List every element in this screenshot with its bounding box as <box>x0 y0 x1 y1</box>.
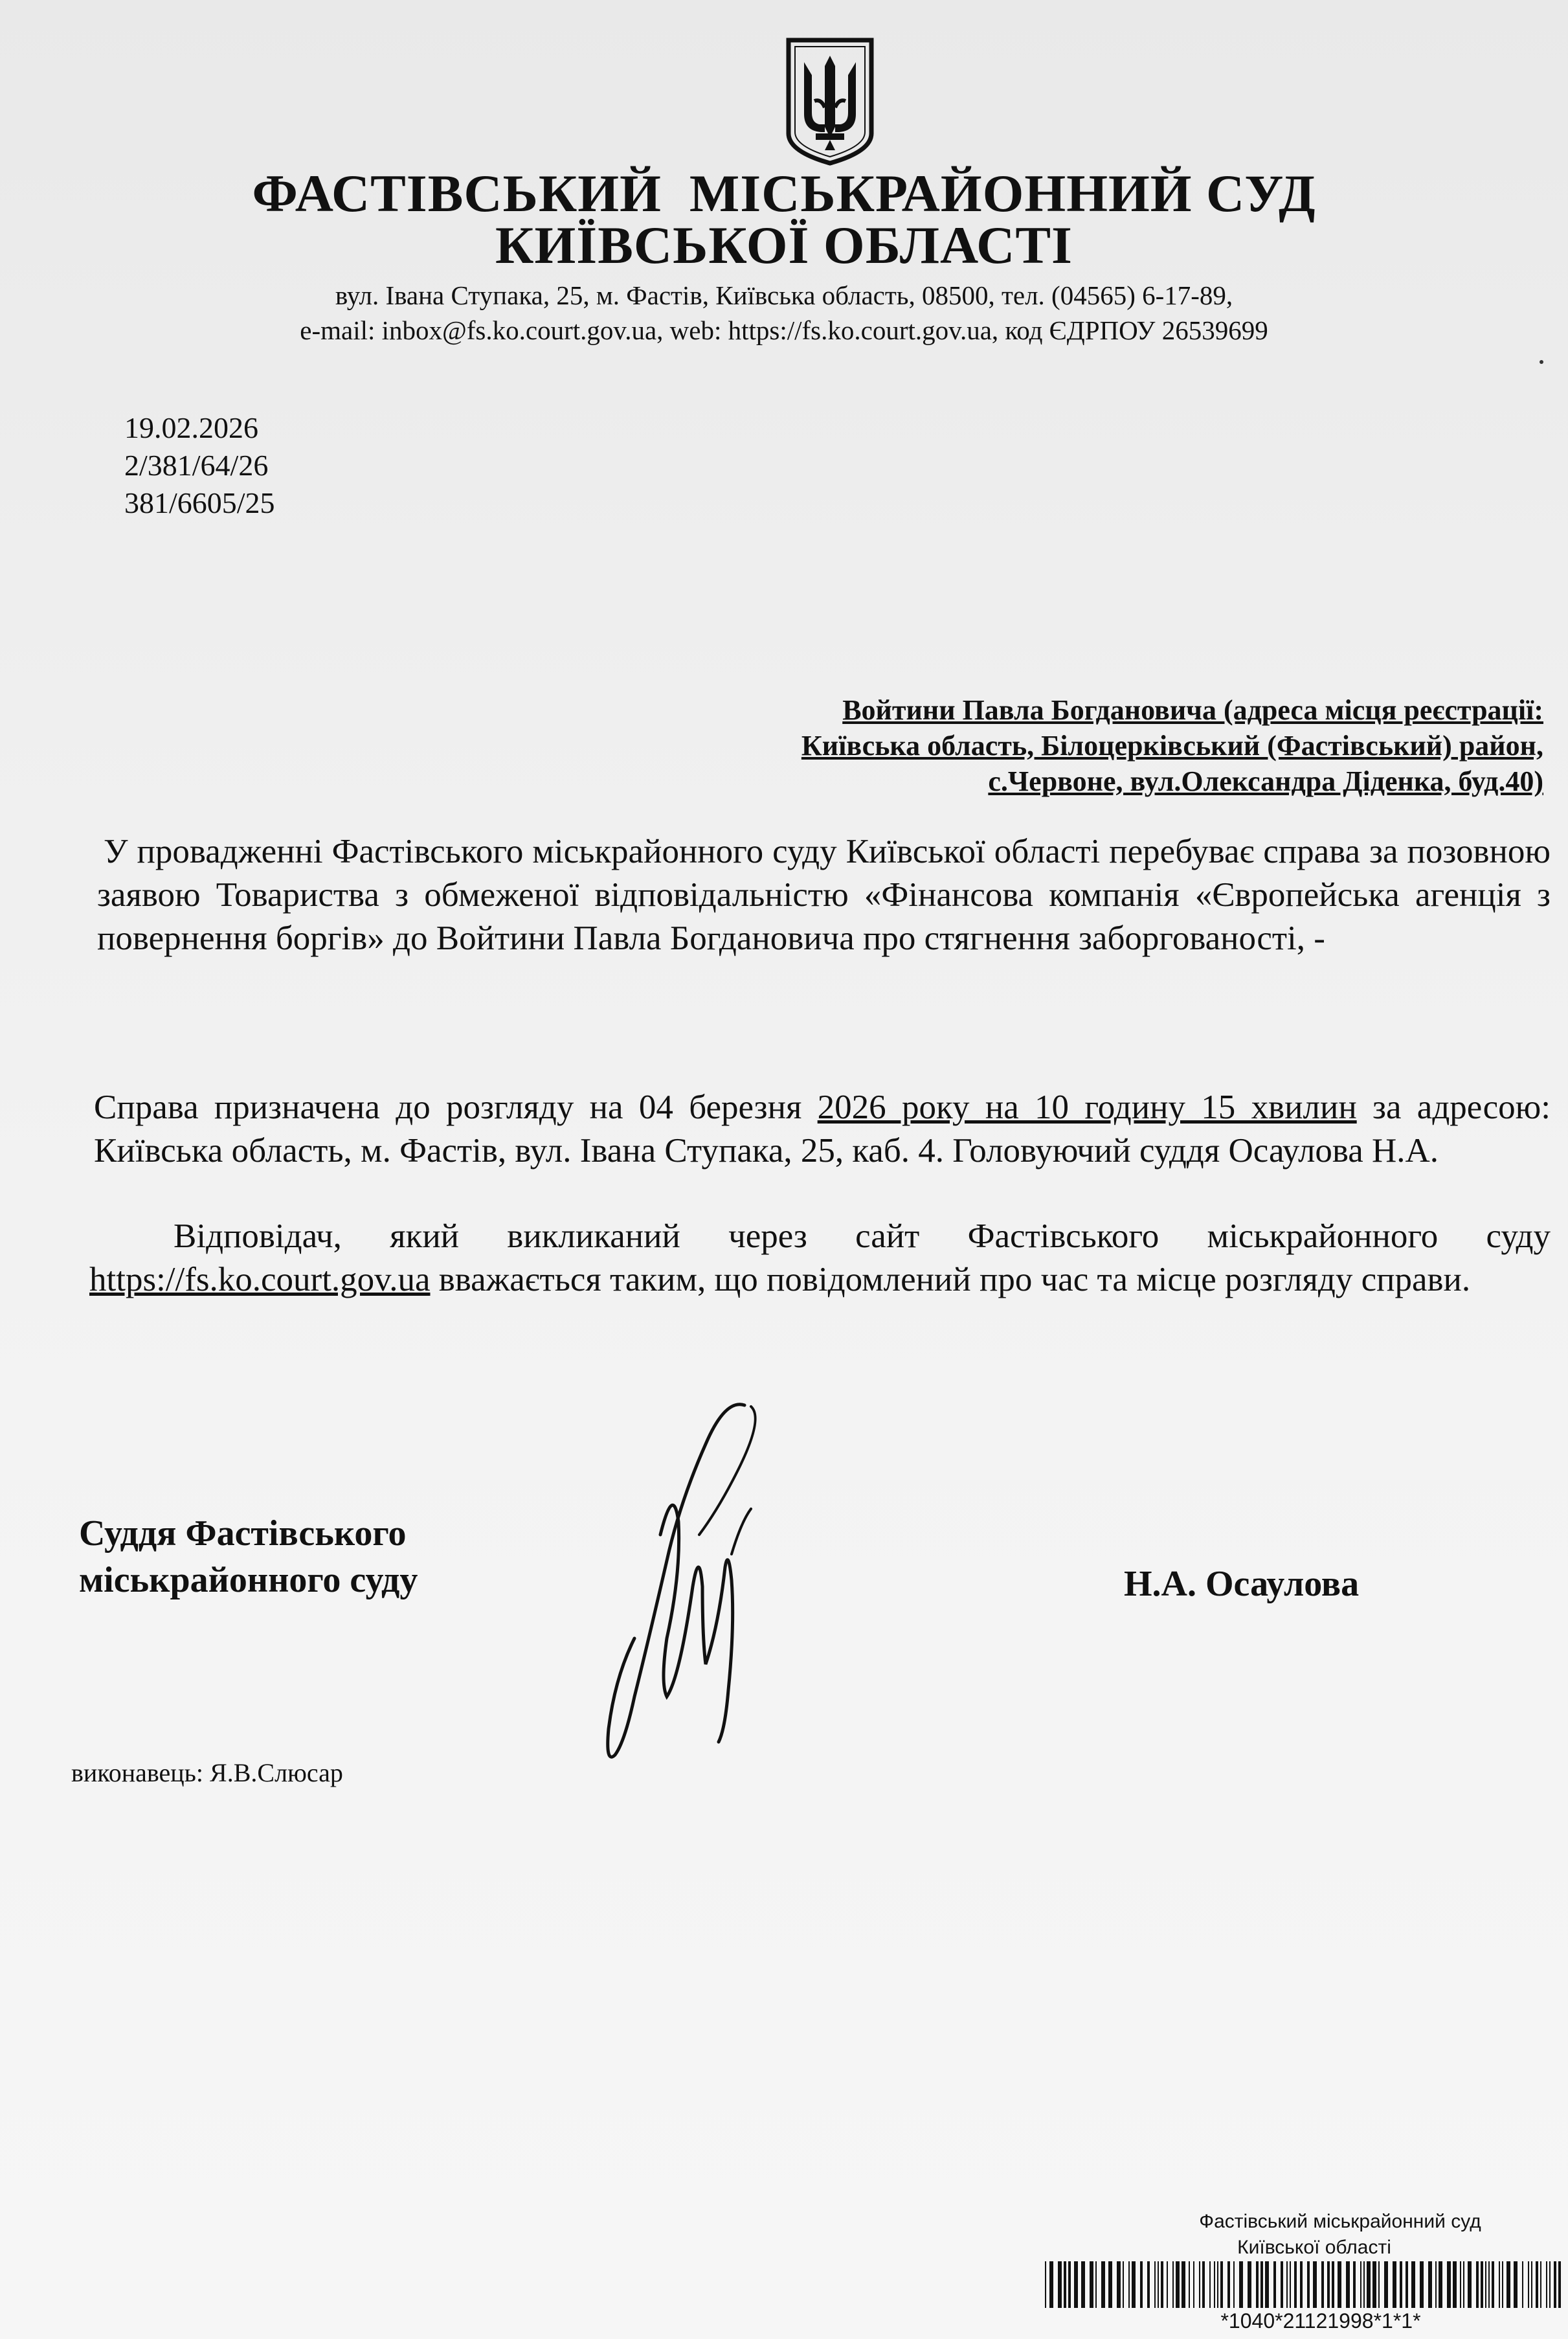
barcode-bar <box>1214 2261 1215 2308</box>
barcode-bar <box>1502 2261 1503 2308</box>
barcode-bar <box>1463 2261 1464 2308</box>
barcode-bar <box>1476 2261 1479 2308</box>
barcode-bar <box>1411 2261 1415 2308</box>
barcode-bar <box>1256 2261 1259 2308</box>
barcode-text: *1040*21121998*1*1* <box>1220 2309 1421 2333</box>
barcode-bar <box>1528 2261 1529 2308</box>
barcode-bar <box>1378 2261 1380 2308</box>
judge-title-line1: Суддя Фастівського <box>79 1513 407 1554</box>
hearing-intro: Справа призначена до розгляду на 04 березня <box>94 1089 818 1126</box>
barcode-bar <box>1439 2261 1442 2308</box>
barcode-bar <box>1531 2261 1532 2308</box>
barcode-bar <box>1321 2261 1324 2308</box>
addressee-line3: с.Червоне, вул.Олександра Діденка, буд.40) <box>988 765 1543 797</box>
barcode-bar <box>1158 2261 1159 2308</box>
barcode-bar <box>1420 2261 1424 2308</box>
barcode-bar <box>1058 2261 1062 2308</box>
court-title-line1: ФАСТІВСЬКИЙ МІСЬКРАЙОННИЙ СУД <box>252 164 1316 223</box>
court-website-link[interactable]: https://fs.ko.court.gov.ua <box>89 1261 431 1298</box>
notice-end: вважається таким, що повідомлений про час та місце розгляду справи. <box>430 1261 1471 1298</box>
barcode-bar <box>1123 2261 1124 2308</box>
barcode-bar <box>1360 2261 1361 2308</box>
barcode-bar <box>1182 2261 1185 2308</box>
addressee-line2: Київська область, Білоцерківський (Фастівський) район, <box>801 730 1543 762</box>
outgoing-number: 2/381/64/26 <box>124 449 269 482</box>
barcode-bar <box>1313 2261 1317 2308</box>
barcode-bar <box>1453 2261 1457 2308</box>
court-address-line1: вул. Івана Ступака, 25, м. Фастів, Київська область, 08500, тел. (04565) 6-17-89, <box>335 280 1233 310</box>
barcode-bar <box>1248 2261 1251 2308</box>
barcode-bar <box>1499 2261 1500 2308</box>
barcode-bar <box>1447 2261 1451 2308</box>
barcode-bar <box>1202 2261 1205 2308</box>
barcode-bar <box>1332 2261 1334 2308</box>
barcode-bar <box>1294 2261 1297 2308</box>
barcode-bar <box>1290 2261 1291 2308</box>
barcode-bar <box>1233 2261 1235 2308</box>
stamp-region: Київської області <box>1237 2237 1391 2258</box>
barcode-icon <box>1044 2261 1562 2308</box>
barcode-bar <box>1327 2261 1330 2308</box>
court-title-line2: КИЇВСЬКОЇ ОБЛАСТІ <box>495 216 1073 275</box>
trident-emblem-icon <box>782 36 878 166</box>
barcode-bar <box>1049 2261 1053 2308</box>
barcode-bar <box>1273 2261 1276 2308</box>
barcode-bar <box>1068 2261 1071 2308</box>
judge-title-line2: міськрайонного суду <box>79 1560 418 1600</box>
barcode-bar <box>1514 2261 1518 2308</box>
barcode-bar <box>1372 2261 1376 2308</box>
barcode-bar <box>1307 2261 1310 2308</box>
stamp-court-name: Фастівський міськрайонний суд <box>1199 2211 1481 2232</box>
barcode-bar <box>1217 2261 1218 2308</box>
barcode-bar <box>1154 2261 1156 2308</box>
barcode-bar <box>1384 2261 1388 2308</box>
barcode-bar <box>1045 2261 1046 2308</box>
court-contacts-line2: e-mail: inbox@fs.ko.court.gov.ua, web: https://fs.ko.court.gov.ua, код ЄДРПОУ 26539699 <box>300 315 1268 345</box>
barcode-bar <box>1140 2261 1143 2308</box>
barcode-bar <box>1281 2261 1283 2308</box>
barcode-bar <box>1161 2261 1163 2308</box>
hearing-time: 2026 року на 10 годину 15 хвилин <box>817 1089 1357 1126</box>
barcode-bar <box>1428 2261 1432 2308</box>
barcode-bar <box>1176 2261 1180 2308</box>
judge-name: Н.А. Осаулова <box>1124 1564 1360 1604</box>
barcode-bar <box>1101 2261 1105 2308</box>
barcode-bar <box>1522 2261 1523 2308</box>
barcode-bar <box>1128 2261 1130 2308</box>
barcode-bar <box>1064 2261 1066 2308</box>
barcode-bar <box>1227 2261 1230 2308</box>
barcode-bar <box>1338 2261 1341 2308</box>
barcode-bar <box>1353 2261 1356 2308</box>
barcode-bar <box>1367 2261 1371 2308</box>
barcode-bar <box>1393 2261 1396 2308</box>
barcode-bar <box>1095 2261 1097 2308</box>
barcode-bar <box>1172 2261 1174 2308</box>
barcode-bar <box>1081 2261 1085 2308</box>
barcode-bar <box>1209 2261 1211 2308</box>
barcode-bar <box>1265 2261 1269 2308</box>
hearing-address: за адресою: Київська область, м. Фастів, вул. Івана Ступака, 25, каб. 4. Головуючий суддя Осаулова Н.А. <box>94 1089 1551 1170</box>
barcode-bar <box>1492 2261 1494 2308</box>
barcode-bar <box>1300 2261 1303 2308</box>
barcode-bar <box>1540 2261 1541 2308</box>
barcode-bar <box>1546 2261 1547 2308</box>
scan-dot <box>1540 360 1543 364</box>
executor-line: виконавець: Я.В.Слюсар <box>71 1758 343 1787</box>
barcode-bar <box>1199 2261 1200 2308</box>
body-paragraph-1: У провадженні Фастівського міськрайонного суду Київської області перебуває справа за позовною заявою Товариства з обмеженої відповідальністю «Фінансова компанія «Європейська агенція з повернення боргів» до Войтини Павла Богдановича про стягнення заборгованості, - <box>97 833 1551 957</box>
barcode-bar <box>1346 2261 1350 2308</box>
barcode-bar <box>1554 2261 1556 2308</box>
barcode-bar <box>1286 2261 1288 2308</box>
barcode-bar <box>1108 2261 1112 2308</box>
letter-date: 19.02.2026 <box>124 411 258 444</box>
barcode-bar <box>1193 2261 1194 2308</box>
barcode-bar <box>1485 2261 1486 2308</box>
body-paragraph-2 <box>94 1086 1551 1173</box>
notice-intro: Відповідач, який викликаний через сайт Фастівського міськрайонного суду <box>174 1217 1551 1255</box>
barcode-bar <box>1400 2261 1402 2308</box>
barcode-bar <box>1167 2261 1168 2308</box>
case-number: 381/6605/25 <box>124 486 275 519</box>
barcode-bar <box>1536 2261 1538 2308</box>
handwritten-signature-icon <box>596 1392 790 1768</box>
barcode-bar <box>1239 2261 1243 2308</box>
barcode-bar <box>1090 2261 1093 2308</box>
barcode-bar <box>1147 2261 1150 2308</box>
barcode-bar <box>1481 2261 1483 2308</box>
barcode-bar <box>1460 2261 1461 2308</box>
barcode-bar <box>1506 2261 1510 2308</box>
addressee-line1: Войтини Павла Богдановича (адреса місця реєстрації: <box>842 694 1543 726</box>
barcode-bar <box>1189 2261 1190 2308</box>
barcode-bar <box>1406 2261 1408 2308</box>
barcode-bar <box>1488 2261 1490 2308</box>
barcode-bar <box>1074 2261 1078 2308</box>
body-paragraph-3 <box>89 1215 1551 1302</box>
barcode-bar <box>1468 2261 1472 2308</box>
barcode-bar <box>1435 2261 1437 2308</box>
barcode-bar <box>1558 2261 1561 2308</box>
barcode-bar <box>1363 2261 1365 2308</box>
barcode-bar <box>1220 2261 1223 2308</box>
barcode-bar <box>1260 2261 1263 2308</box>
barcode-bar <box>1132 2261 1136 2308</box>
barcode-bar <box>1117 2261 1121 2308</box>
barcode-bar <box>1549 2261 1551 2308</box>
